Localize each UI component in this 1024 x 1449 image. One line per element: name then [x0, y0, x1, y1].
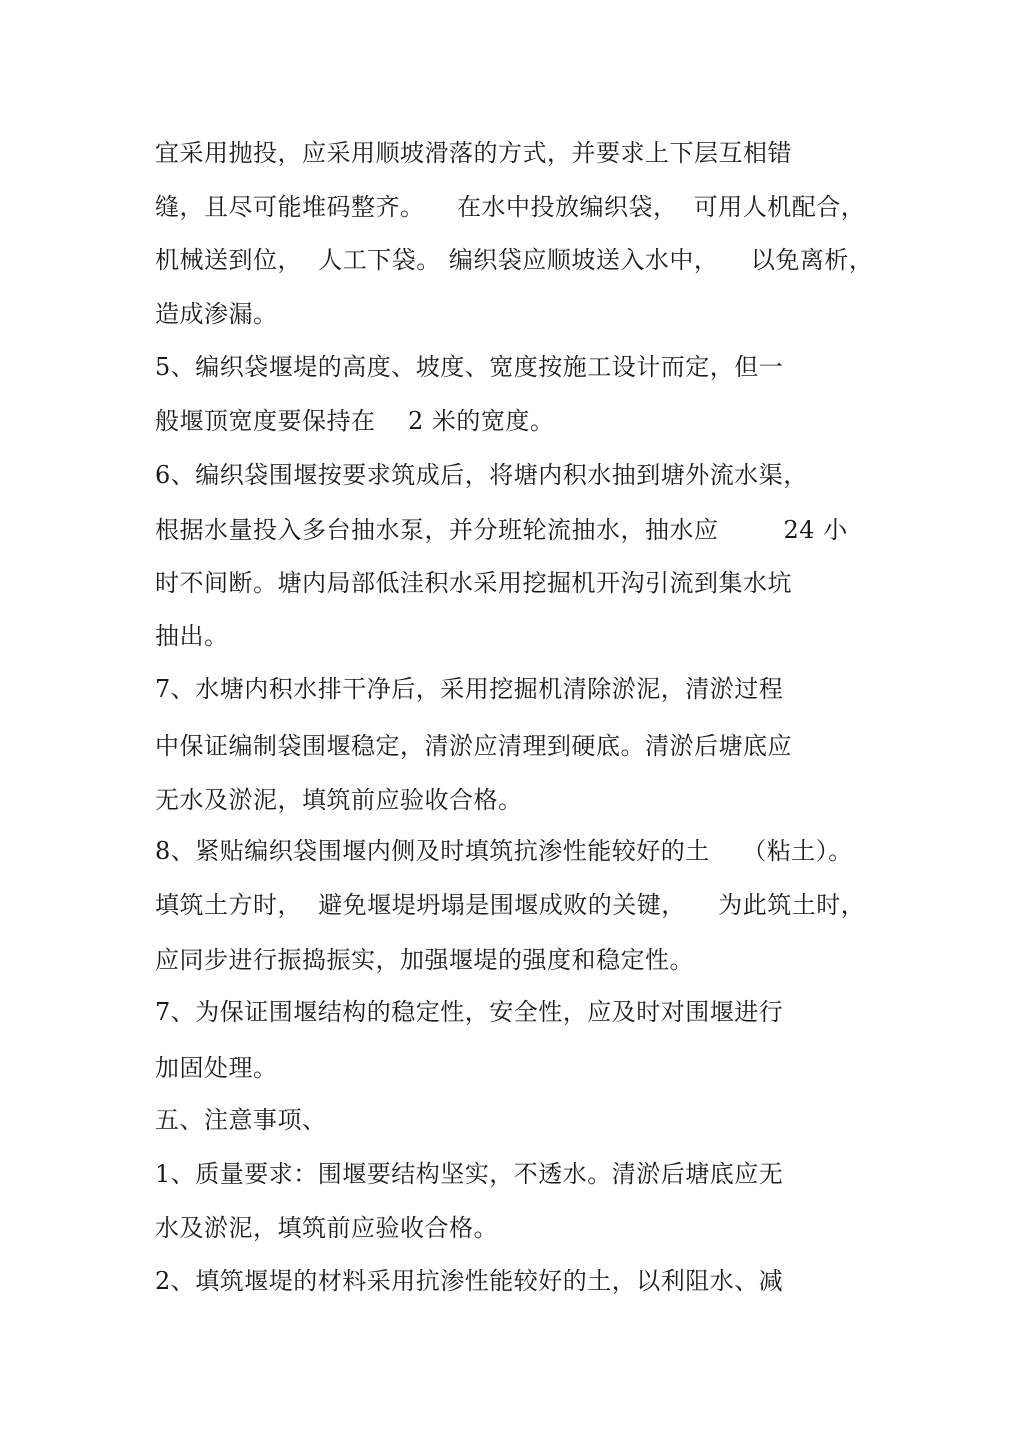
- text-line: 无水及淤泥，填筑前应验收合格。: [155, 786, 523, 814]
- text-line: 2、填筑堰堤的材料采用抗渗性能较好的土，以利阻水、减: [155, 1267, 784, 1295]
- text-line: 7、水塘内积水排干净后，采用挖掘机清除淤泥，清淤过程: [155, 675, 784, 703]
- text-line: 5、编织袋堰堤的高度、坡度、宽度按施工设计而定，但一: [155, 353, 784, 381]
- text-line: 时不间断。塘内局部低洼积水采用挖掘机开沟引流到集水坑: [155, 569, 792, 597]
- text-line: 中保证编制袋围堰稳定，清淤应清理到硬底。清淤后塘底应: [155, 732, 792, 760]
- text-line: 宜采用抛投，应采用顺坡滑落的方式，并要求上下层互相错: [155, 139, 792, 167]
- section-heading: 五、注意事项、: [155, 1106, 327, 1134]
- text-line: 7、为保证围堰结构的稳定性，安全性，应及时对围堰进行: [155, 998, 784, 1026]
- text-line: 机械送到位， 人工下袋。 编织袋应顺坡送入水中， 以免离析，: [155, 246, 874, 274]
- text-line: 根据水量投入多台抽水泵，并分班轮流抽水，抽水应 24 小: [155, 516, 848, 544]
- text-line: 6、编织袋围堰按要求筑成后，将塘内积水抽到塘外流水渠，: [155, 461, 808, 489]
- text-line: 填筑土方时， 避免堰堤坍塌是围堰成败的关键， 为此筑土时，: [155, 891, 866, 919]
- text-line: 般堰顶宽度要保持在 2 米的宽度。: [155, 407, 555, 435]
- text-line: 应同步进行振捣振实，加强堰堤的强度和稳定性。: [155, 946, 694, 974]
- text-line: 造成渗漏。: [155, 300, 278, 328]
- text-line: 水及淤泥，填筑前应验收合格。: [155, 1214, 498, 1242]
- text-line: 抽出。: [155, 622, 229, 650]
- text-line: 加固处理。: [155, 1054, 278, 1082]
- text-line: 8、紧贴编织袋围堰内侧及时填筑抗渗性能较好的土 （粘土）。: [155, 837, 853, 865]
- text-line: 1、质量要求：围堰要结构坚实，不透水。清淤后塘底应无: [155, 1160, 784, 1188]
- text-line: 缝，且尽可能堆码整齐。 在水中投放编织袋， 可用人机配合，: [155, 193, 866, 221]
